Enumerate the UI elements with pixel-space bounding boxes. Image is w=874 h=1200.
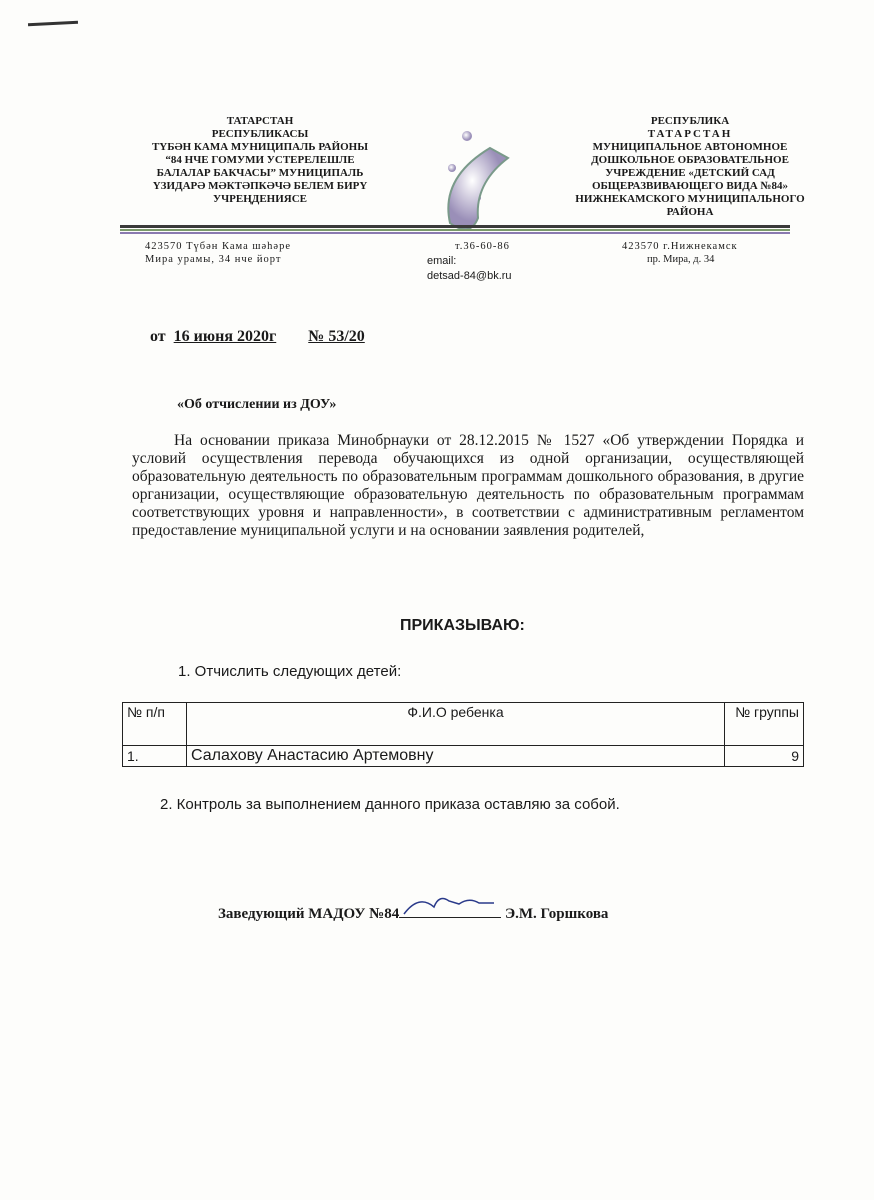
header-rule <box>120 229 790 231</box>
order-date: 16 июня 2020г <box>173 328 277 345</box>
column-header: № п/п <box>123 703 187 746</box>
header-line: ТАТАРСТАН <box>647 128 733 140</box>
header-russian <box>570 115 810 219</box>
header-line: ТАТАРСТАН <box>226 115 294 127</box>
children-table <box>122 702 804 767</box>
header-tatar <box>140 115 380 206</box>
order-item-2: 2. Контроль за выполнением данного приказа оставляю за собой. <box>160 796 620 813</box>
header-line: “84 НЧЕ ГОМУМИ УСТЕРЕЛЕШЛЕ <box>165 154 355 166</box>
address-line: пр. Мира, д. 34 <box>647 254 715 265</box>
order-heading: ПРИКАЗЫВАЮ: <box>400 617 525 634</box>
signature-block <box>218 903 608 923</box>
header-line: ОБЩЕРАЗВИВАЮЩЕГО ВИДА №84» <box>591 180 789 192</box>
table-row <box>123 746 804 767</box>
column-header: № группы <box>725 703 804 746</box>
column-header: Ф.И.О ребенка <box>187 703 725 746</box>
email-label: email: <box>427 255 457 267</box>
signer-title: Заведующий МАДОУ №84 <box>218 906 400 922</box>
header-rule <box>120 225 790 228</box>
order-body: На основании приказа Минобрнауки от 28.12.2015 № 1527 «Об утверждении Порядка и условий осуществления перевода обучающихся из одной организации, осуществляющей образовательную деятельность по образовательным программам дошкольного образования, в другие организации, осуществляющие образовательную деятельность по образовательным программам соответствующих уровня и направленности», в соответствии с административным регламентом предоставление муниципальной услуги и на основании заявления родителей, <box>132 432 804 539</box>
header-line: РАЙОНА <box>666 206 714 218</box>
header-line: НИЖНЕКАМСКОГО МУНИЦИПАЛЬНОГО <box>575 193 805 205</box>
kindergarten-logo <box>420 128 510 238</box>
address-line: Мира урамы, 34 нче йорт <box>145 254 282 265</box>
header-line: РЕСПУБЛИКА <box>650 115 730 127</box>
group-number: 9 <box>725 746 804 767</box>
row-number: 1. <box>123 746 187 767</box>
header-line: РЕСПУБЛИКАСЫ <box>211 128 309 140</box>
order-dateline <box>150 328 365 346</box>
address-line: 423570 Түбән Кама шәһәре <box>145 241 291 252</box>
address-line: 423570 г.Нижнекамск <box>622 241 738 252</box>
order-number: № 53/20 <box>308 328 365 345</box>
scan-mark <box>28 21 78 27</box>
header-line: УЧРЕЖДЕНИЕ «ДЕТСКИЙ САД <box>605 167 775 179</box>
header-line: МУНИЦИПАЛЬНОЕ АВТОНОМНОЕ <box>592 141 788 153</box>
child-name: Салахову Анастасию Артемовну <box>187 746 725 767</box>
header-line: ҮЗИДАРӘ МӘКТӘПКӘЧӘ БЕЛЕМ БИРҮ <box>152 180 368 192</box>
header-rule <box>120 232 790 234</box>
signer-name: Э.М. Горшкова <box>504 906 609 922</box>
header-line: УЧРЕҢДЕНИЯСЕ <box>213 193 307 205</box>
signature <box>399 903 501 918</box>
address-russian <box>622 240 738 266</box>
email-link[interactable]: detsad-84@bk.ru <box>427 270 512 282</box>
header-line: ТҮБӘН КАМА МУНИЦИПАЛЬ РАЙОНЫ <box>151 141 369 153</box>
order-subject: «Об отчислении из ДОУ» <box>177 397 337 412</box>
email-block <box>427 254 512 284</box>
from-label: от <box>150 328 166 345</box>
address-tatar <box>145 240 291 266</box>
header-line: БАЛАЛАР БАКЧАСЫ” МУНИЦИПАЛЬ <box>156 167 364 179</box>
phone: т.36-60-86 <box>455 241 510 252</box>
order-item-1: 1. Отчислить следующих детей: <box>178 663 402 680</box>
header-line: ДОШКОЛЬНОЕ ОБРАЗОВАТЕЛЬНОЕ <box>591 154 789 166</box>
table-header <box>123 703 804 746</box>
